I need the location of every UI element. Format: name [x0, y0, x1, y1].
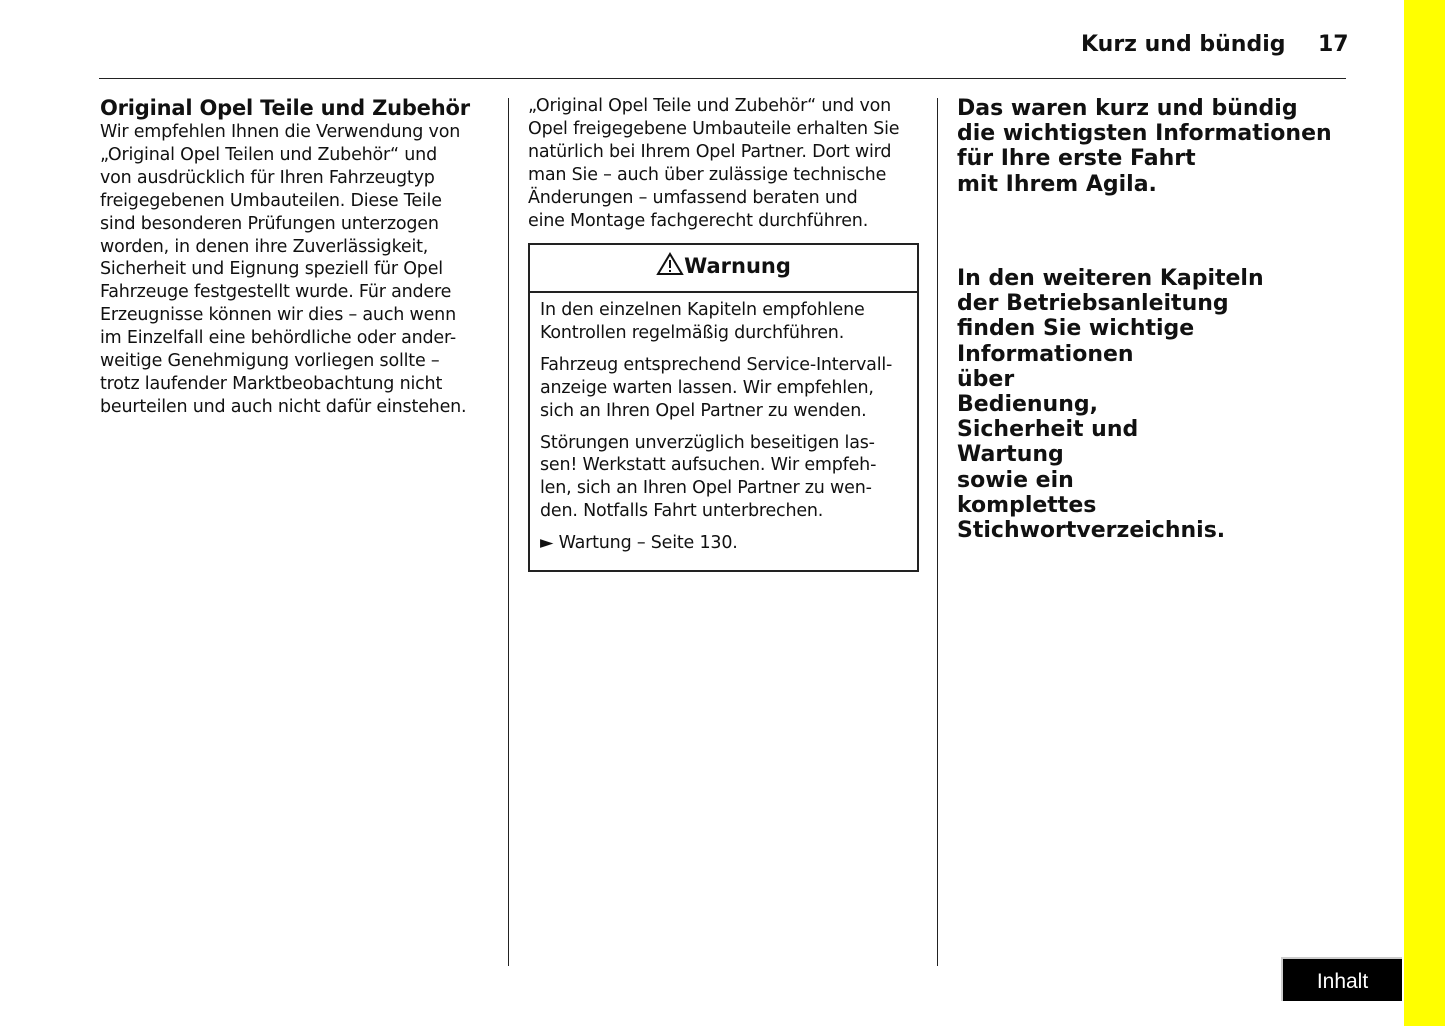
text-line: den. Notfalls Fahrt unterbrechen. [540, 501, 824, 522]
text-line: von ausdrücklich für Ihren Fahrzeugtyp [100, 167, 435, 188]
text-line: finden Sie wichtige [957, 316, 1195, 342]
text-line: Bedienung, [957, 392, 1098, 418]
warning-triangle-icon [656, 252, 684, 276]
text-line: im Einzelfall eine behördliche oder ander- [100, 328, 456, 349]
text-line: Änderungen – umfassend beraten und [528, 187, 858, 208]
text-line: Wartung [957, 442, 1064, 468]
text-line: Wir empfehlen Ihnen die Verwendung von [100, 122, 461, 142]
text-line: natürlich bei Ihrem Opel Partner. Dort wird [528, 141, 892, 162]
text-line: worden, in denen ihre Zuverlässigkeit, [100, 236, 429, 257]
text-line: sind besonderen Prüfungen unterzogen [100, 213, 439, 234]
chapters-block [957, 266, 1264, 543]
text-line: Störungen unverzüglich beseitigen las- [540, 432, 875, 453]
text-line: über [957, 366, 1015, 392]
text-line: für Ihre erste Fahrt [957, 146, 1196, 172]
warning-paragraph [540, 432, 907, 524]
warning-header [530, 245, 917, 293]
text-line: Fahrzeug entsprechend Service-Intervall- [540, 354, 893, 375]
section-heading: Original Opel Teile und Zubehör [100, 96, 470, 120]
header-rule [99, 78, 1346, 79]
text-line: „Original Opel Teile und Zubehör“ und von [528, 96, 892, 116]
body-text [528, 95, 899, 232]
text-line: „Original Opel Teilen und Zubehör“ und [100, 144, 437, 165]
text-line: sowie ein [957, 467, 1074, 493]
text-line: eine Montage fachgerecht durchführen. [528, 210, 869, 231]
column-2 [528, 95, 899, 232]
text-line: Informationen [957, 341, 1134, 367]
warning-title: Warnung [684, 254, 791, 278]
column-1 [100, 95, 470, 419]
text-line: Stichwortverzeichnis. [957, 518, 1226, 544]
text-line: trotz laufender Marktbeobachtung nicht [100, 373, 443, 394]
page-number: 17 [1318, 32, 1349, 57]
text-line: Kontrollen regelmäßig durchführen. [540, 322, 845, 343]
text-line: freigegebenen Umbauteilen. Diese Teile [100, 190, 442, 211]
column-divider [508, 98, 509, 966]
contents-button[interactable]: Inhalt [1281, 957, 1402, 1001]
warning-body [530, 293, 917, 570]
text-line: weitige Genehmigung vorliegen sollte – [100, 351, 440, 372]
yellow-edge-tab [1404, 0, 1445, 1026]
text-line: In den einzelnen Kapiteln empfohlene [540, 300, 865, 320]
text-line: beurteilen und auch nicht dafür einstehen. [100, 396, 467, 417]
text-line: Sicherheit und [957, 417, 1139, 443]
text-line: sich an Ihren Opel Partner zu wenden. [540, 400, 867, 421]
text-line: Opel freigegebene Umbauteile erhalten Sie [528, 118, 900, 139]
text-line: Erzeugnisse können wir dies – auch wenn [100, 305, 456, 326]
warning-box [528, 243, 919, 572]
text-line: Fahrzeuge festgestellt wurde. Für andere [100, 282, 452, 303]
warning-paragraph [540, 532, 907, 555]
text-line: sen! Werkstatt aufsuchen. Wir empfeh- [540, 455, 877, 476]
text-line: der Betriebsanleitung [957, 291, 1229, 317]
text-line: In den weiteren Kapiteln [957, 266, 1264, 291]
text-line: komplettes [957, 492, 1097, 518]
text-line: len, sich an Ihren Opel Partner zu wen- [540, 478, 872, 499]
text-line: Sicherheit und Eignung speziell für Opel [100, 259, 443, 280]
chapter-title: Kurz und bündig [1081, 32, 1286, 57]
column-divider [937, 98, 938, 966]
text-line: mit Ihrem Agila. [957, 171, 1157, 197]
text-line: anzeige warten lassen. Wir empfehlen, [540, 377, 874, 398]
warning-paragraph [540, 299, 907, 345]
text-line: die wichtigsten Informationen [957, 121, 1332, 147]
warning-paragraph [540, 354, 907, 423]
text-line: ► Wartung – Seite 130. [540, 533, 738, 554]
body-text [100, 121, 470, 419]
text-line: man Sie – auch über zulässige technische [528, 164, 887, 185]
text-line: Das waren kurz und bündig [957, 96, 1298, 121]
summary-block [957, 96, 1332, 197]
